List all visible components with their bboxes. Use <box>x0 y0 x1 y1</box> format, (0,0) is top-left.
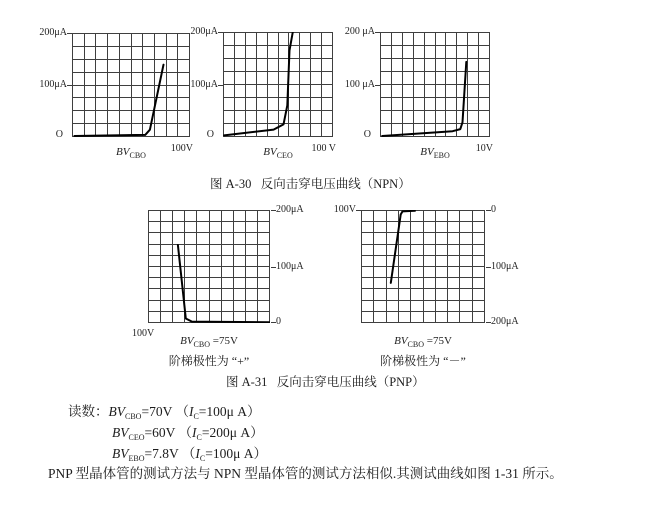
oscilloscope-grid <box>361 210 485 323</box>
axis-subscript: CEO <box>276 151 293 160</box>
axis-subscript: EBO <box>433 151 450 160</box>
x-axis-max-label: 100 V <box>311 143 336 154</box>
x-axis-title <box>223 147 333 158</box>
y-axis-mid-label: 100 μA <box>344 78 375 90</box>
y-axis-max-label: 200μA <box>276 204 304 215</box>
figure-caption-a31: 图 A-31 反向击穿电压曲线（PNP） <box>226 375 425 389</box>
x-axis-title <box>72 147 190 158</box>
step-polarity-label: 阶梯极性为 “－” <box>380 354 466 368</box>
y-axis-zero-label: 0 <box>491 204 496 215</box>
axis-subscript: CBO <box>193 340 210 349</box>
oscilloscope-grid <box>72 33 190 137</box>
x-axis-max-label: 100V <box>170 143 193 154</box>
readings-label: 读数： <box>68 404 109 419</box>
x-axis-max-label: 100V <box>333 204 356 215</box>
variable: BV <box>112 425 129 440</box>
subscript: EBO <box>128 454 145 463</box>
oscilloscope-grid <box>148 210 270 323</box>
y-axis-max-label: 200 μA <box>344 26 375 37</box>
y-axis-mid-label: 100μA <box>276 260 304 272</box>
figure-caption-a30: 图 A-30 反向击穿电压曲线（NPN） <box>210 177 411 191</box>
variable: BV <box>112 446 129 461</box>
variable: I <box>192 425 197 440</box>
y-axis-mid-label: 100μA <box>491 260 519 272</box>
value: =100μ A） <box>205 446 267 461</box>
body-paragraph: PNP 型晶体管的测试方法与 NPN 型晶体管的测试方法相似.其测试曲线如图 1-31 所示。 <box>48 466 563 481</box>
x-axis-title <box>148 336 270 347</box>
axis-variable: BV <box>180 335 194 347</box>
y-axis-zero-label: 0 <box>276 316 281 327</box>
y-axis-mid-label: 100μA <box>190 78 218 90</box>
x-axis-title <box>361 336 485 347</box>
y-axis-max-label: 200μA <box>491 316 519 327</box>
origin-label: O <box>206 129 214 140</box>
axis-variable: BV <box>263 146 277 158</box>
axis-rest: =75V <box>210 335 238 347</box>
subscript: C <box>199 454 206 463</box>
x-axis-max-label: 100V <box>132 328 155 339</box>
y-axis-max-label: 200μA <box>190 26 218 37</box>
origin-label: O <box>55 129 63 140</box>
readings-block <box>68 401 267 464</box>
y-axis-max-label: 200μA <box>39 27 67 38</box>
reading-line-bvceo <box>68 422 267 443</box>
variable: I <box>195 446 200 461</box>
axis-variable: BV <box>116 146 130 158</box>
subscript: CEO <box>128 433 145 442</box>
variable: BV <box>108 404 125 419</box>
x-axis-max-label: 10V <box>475 143 493 154</box>
npn-bvebo-chart <box>344 26 493 160</box>
x-axis-title <box>380 147 490 158</box>
axis-subscript: CBO <box>129 151 146 160</box>
axis-variable: BV <box>420 146 434 158</box>
formula-bvcbo <box>109 404 261 419</box>
axis-subscript: CBO <box>407 340 424 349</box>
npn-bvcbo-chart <box>39 27 193 160</box>
axis-variable: BV <box>394 335 408 347</box>
value: =7.8V （ <box>144 446 196 461</box>
value: =60V （ <box>144 425 192 440</box>
reading-line-bvcbo <box>68 401 267 422</box>
oscilloscope-grid <box>380 32 490 137</box>
value: =100μ A） <box>198 404 261 419</box>
formula-bvebo <box>112 446 267 461</box>
step-polarity-label: 阶梯极性为 “+” <box>168 354 250 368</box>
pnp-bvcbo-plus-chart <box>132 204 304 368</box>
oscilloscope-grid <box>223 32 333 137</box>
subscript: C <box>196 433 202 442</box>
formula-bvceo <box>112 425 264 440</box>
pnp-bvcbo-minus-chart <box>333 204 519 368</box>
axis-rest: =75V <box>424 335 452 347</box>
value: =200μ A） <box>201 425 264 440</box>
value: =70V （ <box>141 404 189 419</box>
origin-label: O <box>363 129 371 140</box>
subscript: C <box>193 412 199 421</box>
reading-line-bvebo <box>68 443 267 464</box>
variable: I <box>188 404 194 419</box>
y-axis-mid-label: 100μA <box>39 79 67 90</box>
subscript: CBO <box>125 412 142 421</box>
npn-bvceo-chart <box>190 26 336 160</box>
